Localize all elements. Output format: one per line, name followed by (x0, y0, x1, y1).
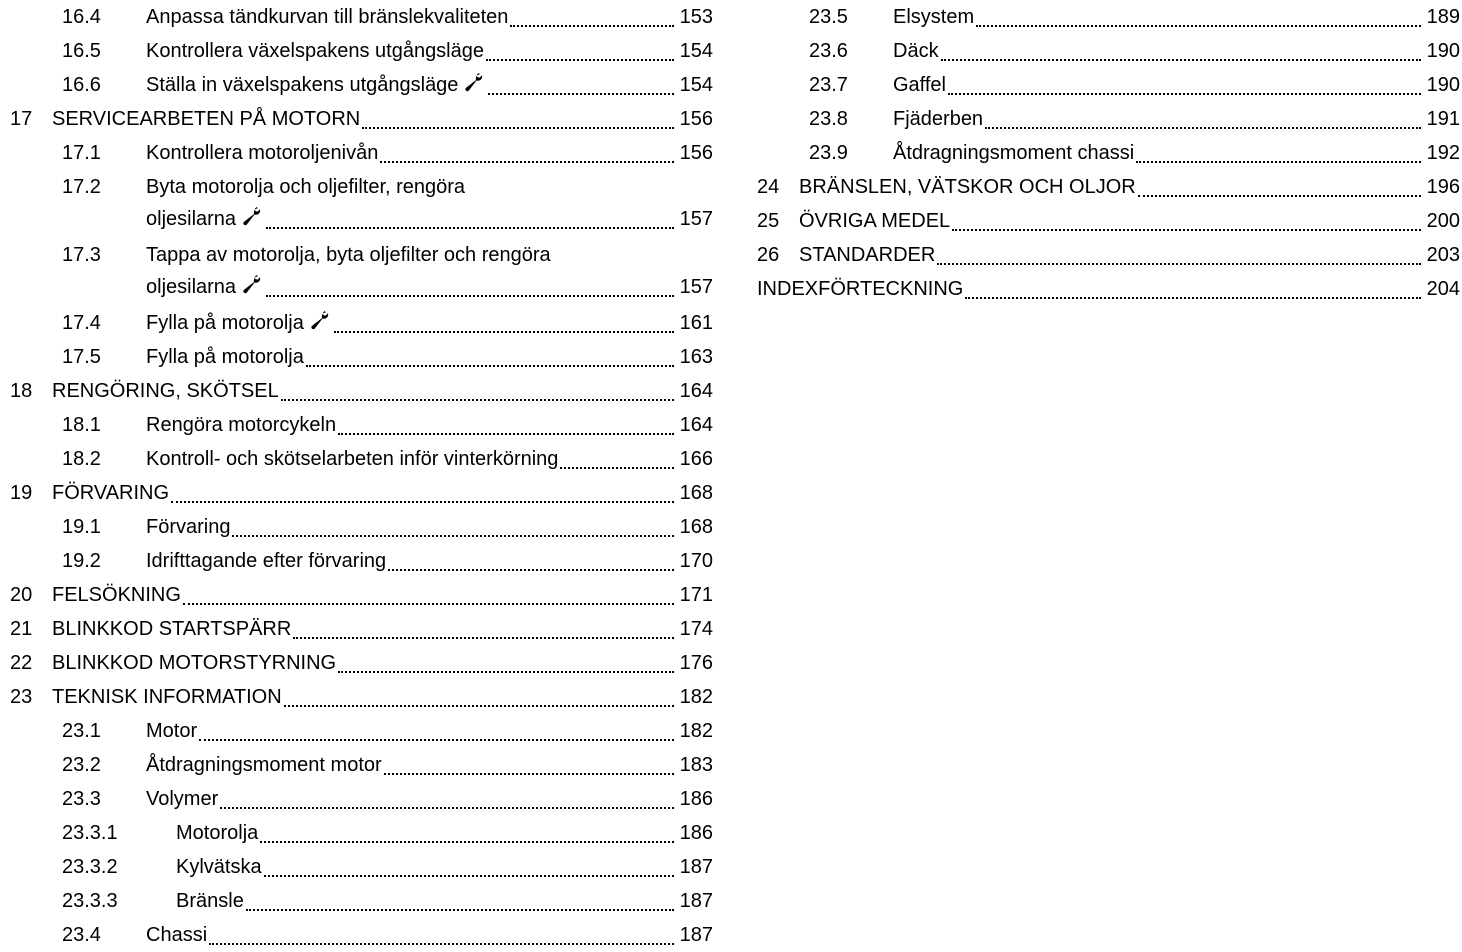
dot-leader (937, 242, 1420, 265)
toc-entry-title: FÖRVARING (52, 482, 170, 504)
toc-entry-number: 18 (10, 380, 33, 402)
toc-right-column (757, 0, 1462, 306)
toc-entry-number: 23.3.3 (62, 890, 118, 912)
toc-entry-title: Anpassa tändkurvan till bränslekvaliteten (146, 6, 509, 28)
toc-entry-number: 16.6 (62, 74, 101, 96)
toc-entry-page: 176 (679, 652, 713, 674)
dot-leader (486, 38, 674, 61)
toc-entry-page: 190 (1426, 74, 1460, 96)
toc-entry-page: 187 (679, 856, 713, 878)
dot-leader (976, 4, 1421, 27)
toc-entry-number: 23.2 (62, 754, 101, 776)
toc-entry[interactable] (757, 68, 1462, 102)
toc-entry-page: 164 (679, 414, 713, 436)
toc-entry-title: Motor (146, 720, 198, 742)
toc-entry-page: 157 (679, 276, 713, 298)
dot-leader (380, 140, 673, 163)
toc-entry-number: 23.4 (62, 924, 101, 946)
dot-leader (338, 412, 674, 435)
toc-entry[interactable] (10, 170, 715, 238)
toc-entry-number: 23.3.1 (62, 822, 118, 844)
toc-entry-title: Kylvätska (176, 856, 262, 878)
toc-entry[interactable] (10, 102, 715, 136)
toc-entry-page: 182 (679, 720, 713, 742)
toc-entry-title: Tappa av motorolja, byta oljefilter och rengöra (146, 244, 551, 266)
toc-entry-page: 204 (1426, 278, 1460, 300)
toc-entry[interactable] (10, 238, 715, 306)
dot-leader (171, 480, 674, 503)
toc-entry-number: 23 (10, 686, 33, 708)
toc-entry[interactable] (10, 680, 715, 714)
toc-entry[interactable] (10, 918, 715, 952)
toc-entry-page: 187 (679, 924, 713, 946)
toc-entry-title: Fylla på motorolja (146, 310, 332, 336)
toc-entry-page: 166 (679, 448, 713, 470)
toc-entry[interactable] (757, 272, 1462, 306)
dot-leader (209, 922, 673, 945)
toc-entry[interactable] (10, 476, 715, 510)
dot-leader (264, 854, 674, 877)
toc-entry-title: Åtdragningsmoment chassi (893, 142, 1135, 164)
dot-leader (338, 650, 674, 673)
dot-leader (220, 786, 673, 809)
toc-entry-number: 17 (10, 108, 33, 130)
toc-entry-number: 24 (757, 176, 780, 198)
toc-entry-title: Kontroll- och skötselarbeten inför vinterkörning (146, 448, 559, 470)
toc-entry-number: 23.8 (809, 108, 848, 130)
toc-entry-number: 17.5 (62, 346, 101, 368)
toc-entry[interactable] (10, 714, 715, 748)
toc-entry-number: 23.6 (809, 40, 848, 62)
toc-entry-page: 196 (1426, 176, 1460, 198)
dot-leader (183, 582, 674, 605)
toc-entry[interactable] (757, 170, 1462, 204)
toc-entry-title: TEKNISK INFORMATION (52, 686, 282, 708)
toc-entry-title: Fylla på motorolja (146, 346, 304, 368)
dot-leader (281, 378, 674, 401)
toc-entry-title: INDEXFÖRTECKNING (757, 278, 964, 300)
toc-entry-number: 22 (10, 652, 33, 674)
dot-leader (948, 72, 1421, 95)
toc-entry-number: 19 (10, 482, 33, 504)
toc-entry-number: 16.4 (62, 6, 101, 28)
wrench-icon (242, 207, 264, 227)
toc-entry[interactable] (757, 238, 1462, 272)
toc-entry-page: 170 (679, 550, 713, 572)
toc-entry-page: 183 (679, 754, 713, 776)
toc-entry-number: 23.7 (809, 74, 848, 96)
toc-entry-page: 174 (679, 618, 713, 640)
toc-entry[interactable] (10, 884, 715, 918)
dot-leader (284, 684, 674, 707)
toc-entry[interactable] (10, 782, 715, 816)
toc-entry-page: 187 (679, 890, 713, 912)
toc-entry-number: 16.5 (62, 40, 101, 62)
toc-entry-number: 19.1 (62, 516, 101, 538)
toc-entry[interactable] (757, 0, 1462, 34)
toc-entry-number: 23.9 (809, 142, 848, 164)
toc-entry-page: 164 (679, 380, 713, 402)
dot-leader (362, 106, 673, 129)
toc-entry-page: 157 (679, 208, 713, 230)
toc-entry-title: Ställa in växelspakens utgångsläge (146, 72, 486, 98)
toc-entry-title: Gaffel (893, 74, 946, 96)
toc-entry-page: 192 (1426, 142, 1460, 164)
toc-entry[interactable] (10, 374, 715, 408)
toc-entry-number: 18.2 (62, 448, 101, 470)
dot-leader (266, 274, 674, 297)
dot-leader (388, 548, 673, 571)
dot-leader (232, 514, 673, 537)
dot-leader (266, 206, 674, 229)
toc-entry-title: Chassi (146, 924, 208, 946)
toc-entry-page: 168 (679, 482, 713, 504)
toc-entry-number: 17.1 (62, 142, 101, 164)
toc-entry-page: 154 (679, 40, 713, 62)
toc-entry-title: STANDARDER (799, 244, 936, 266)
toc-entry-number: 23.3 (62, 788, 101, 810)
toc-entry-page: 156 (679, 142, 713, 164)
toc-entry-number: 25 (757, 210, 780, 232)
toc-entry[interactable] (10, 544, 715, 578)
toc-entry-title-continued: oljesilarna (146, 274, 264, 300)
dot-leader (260, 820, 673, 843)
toc-entry[interactable] (10, 748, 715, 782)
toc-entry-title-continued: oljesilarna (146, 206, 264, 232)
toc-entry-title: SERVICEARBETEN PÅ MOTORN (52, 108, 361, 130)
toc-entry-page: 171 (679, 584, 713, 606)
toc-entry-number: 17.3 (62, 244, 101, 266)
dot-leader (199, 718, 674, 741)
toc-entry[interactable] (757, 34, 1462, 68)
dot-leader (560, 446, 673, 469)
dot-leader (384, 752, 674, 775)
dot-leader (488, 72, 673, 95)
toc-entry-title: Byta motorolja och oljefilter, rengöra (146, 176, 466, 198)
toc-entry-number: 23.1 (62, 720, 101, 742)
toc-entry[interactable] (10, 306, 715, 340)
toc-entry-page: 200 (1426, 210, 1460, 232)
toc-entry-page: 154 (679, 74, 713, 96)
toc-entry-page: 186 (679, 788, 713, 810)
toc-entry-title: Kontrollera motoroljenivån (146, 142, 379, 164)
toc-entry[interactable] (10, 442, 715, 476)
toc-entry-title: Motorolja (176, 822, 259, 844)
toc-entry-title: ÖVRIGA MEDEL (799, 210, 951, 232)
toc-entry[interactable] (757, 136, 1462, 170)
toc-entry-title: BLINKKOD STARTSPÄRR (52, 618, 292, 640)
toc-entry[interactable] (10, 0, 715, 34)
toc-entry[interactable] (10, 68, 715, 102)
toc-entry-title: BLINKKOD MOTORSTYRNING (52, 652, 337, 674)
toc-entry-page: 190 (1426, 40, 1460, 62)
dot-leader (306, 344, 674, 367)
dot-leader (1138, 174, 1421, 197)
toc-entry[interactable] (10, 340, 715, 374)
toc-entry-title: Rengöra motorcykeln (146, 414, 337, 436)
toc-entry[interactable] (10, 816, 715, 850)
toc-entry-number: 17.2 (62, 176, 101, 198)
dot-leader (952, 208, 1420, 231)
toc-entry-title: Volymer (146, 788, 219, 810)
toc-entry-number: 20 (10, 584, 33, 606)
toc-entry-page: 186 (679, 822, 713, 844)
dot-leader (941, 38, 1421, 61)
toc-entry-title: Elsystem (893, 6, 975, 28)
toc-entry-number: 23.5 (809, 6, 848, 28)
toc-entry-title: Fjäderben (893, 108, 984, 130)
toc-entry-number: 26 (757, 244, 780, 266)
toc-entry[interactable] (10, 510, 715, 544)
toc-entry-number: 21 (10, 618, 33, 640)
dot-leader (985, 106, 1421, 129)
toc-entry-page: 153 (679, 6, 713, 28)
toc-entry-number: 23.3.2 (62, 856, 118, 878)
toc-entry-title: Kontrollera växelspakens utgångsläge (146, 40, 484, 62)
toc-entry-page: 203 (1426, 244, 1460, 266)
wrench-icon (242, 275, 264, 295)
toc-entry-title: Däck (893, 40, 939, 62)
toc-entry[interactable] (757, 102, 1462, 136)
toc-entry-page: 191 (1426, 108, 1460, 130)
toc-entry[interactable] (10, 612, 715, 646)
dot-leader (293, 616, 673, 639)
toc-entry[interactable] (757, 204, 1462, 238)
toc-entry-number: 19.2 (62, 550, 101, 572)
toc-entry-page: 182 (679, 686, 713, 708)
toc-entry-title: FELSÖKNING (52, 584, 181, 606)
dot-leader (1136, 140, 1420, 163)
dot-leader (246, 888, 674, 911)
toc-entry-title: BRÄNSLEN, VÄTSKOR OCH OLJOR (799, 176, 1136, 198)
toc-entry-title: RENGÖRING, SKÖTSEL (52, 380, 279, 402)
dot-leader (965, 276, 1420, 299)
toc-entry-title: Åtdragningsmoment motor (146, 754, 382, 776)
toc-entry-page: 163 (679, 346, 713, 368)
wrench-icon (310, 311, 332, 331)
toc-entry-page: 168 (679, 516, 713, 538)
toc-entry-number: 17.4 (62, 312, 101, 334)
toc-entry-page: 161 (679, 312, 713, 334)
toc-entry-page: 156 (679, 108, 713, 130)
toc-left-column (10, 0, 715, 952)
toc-entry[interactable] (10, 850, 715, 884)
toc-entry[interactable] (10, 136, 715, 170)
toc-entry-title: Bränsle (176, 890, 244, 912)
dot-leader (510, 4, 673, 27)
toc-entry[interactable] (10, 408, 715, 442)
toc-entry[interactable] (10, 34, 715, 68)
dot-leader (334, 310, 674, 333)
toc-entry[interactable] (10, 578, 715, 612)
wrench-icon (464, 73, 486, 93)
toc-entry[interactable] (10, 646, 715, 680)
toc-entry-number: 18.1 (62, 414, 101, 436)
toc-entry-title: Förvaring (146, 516, 231, 538)
toc-entry-page: 189 (1426, 6, 1460, 28)
toc-entry-title: Idrifttagande efter förvaring (146, 550, 387, 572)
